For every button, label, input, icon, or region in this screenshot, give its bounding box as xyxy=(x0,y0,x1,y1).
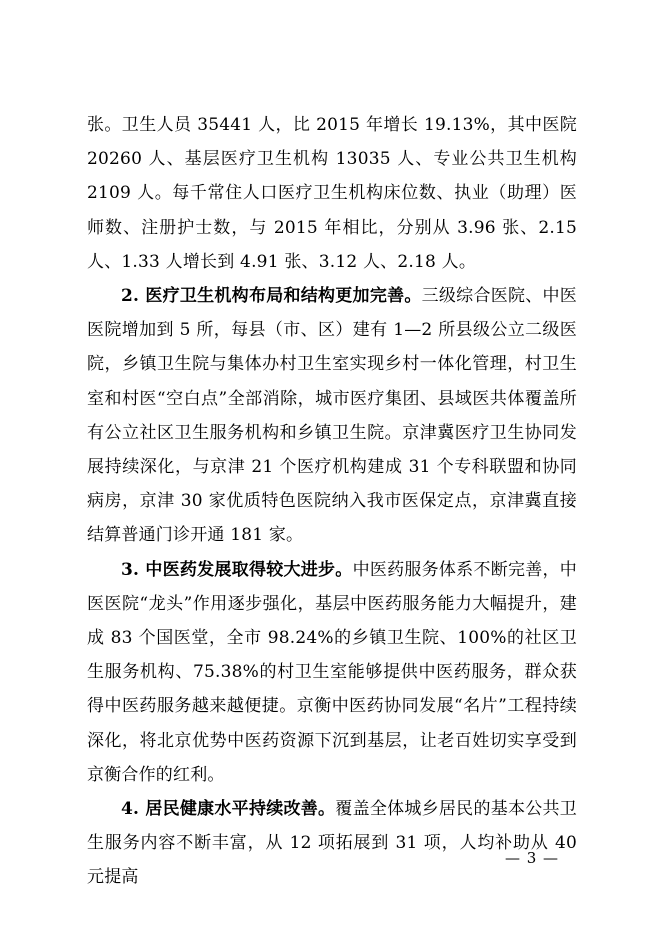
paragraph-text: 三级综合医院、中医医院增加到 5 所，每县（市、区）建有 1—2 所县级公立二级医院，乡镇卫生院与集体办村卫生室实现乡村一体化管理，村卫生室和村医“空白点”全部消除，城市医疗集团、县域医共体覆盖所有公立社区卫生服务机构和乡镇卫生院。京津冀医疗卫生协同发展持续深化，与京津 21 个医疗机构建成 31 个专科联盟和协同病房，京津 30 家优质特色医院纳入我市医保定点，京津冀直接结算普通门诊开通 181 家。 xyxy=(87,286,577,546)
paragraph-text: 张。卫生人员 35441 人，比 2015 年增长 19.13%，其中医院 20260 人、基层医疗卫生机构 13035 人、专业公共卫生机构 2109 人。每千常住人口医疗卫生机构床位数、执业（助理）医师数、注册护士数，与 2015 年相比，分别从 3.96 张、2.15 人、1.33 人增长到 4.91 张、3.12 人、2.18 人。 xyxy=(87,115,577,272)
paragraph-health xyxy=(87,792,577,895)
paragraph-text: 中医药服务体系不断完善，中医医院“龙头”作用逐步强化，基层中医药服务能力大幅提升，建成 83 个国医堂，全市 98.24%的乡镇卫生院、100%的社区卫生服务机构、75.38%的村卫生室能够提供中医药服务，群众获得中医药服务越来越便捷。京衡中医药协同发展“名片”工程持续深化，将北京优势中医药资源下沉到基层，让老百姓切实享受到京衡合作的红利。 xyxy=(87,559,577,785)
paragraph-text: 覆盖全体城乡居民的基本公共卫生服务内容不断丰富，从 12 项拓展到 31 项，人均补助从 40 元提高 xyxy=(87,799,577,888)
body-text xyxy=(87,108,577,895)
page-number: — 3 — xyxy=(504,849,560,867)
section-heading: 4. 居民健康水平持续改善。 xyxy=(121,799,336,820)
paragraph-institutions xyxy=(87,279,577,553)
paragraph-tcm xyxy=(87,553,577,792)
section-heading: 3. 中医药发展取得较大进步。 xyxy=(121,559,353,580)
section-heading: 2. 医疗卫生机构布局和结构更加完善。 xyxy=(121,286,422,307)
paragraph-continuation xyxy=(87,108,577,279)
